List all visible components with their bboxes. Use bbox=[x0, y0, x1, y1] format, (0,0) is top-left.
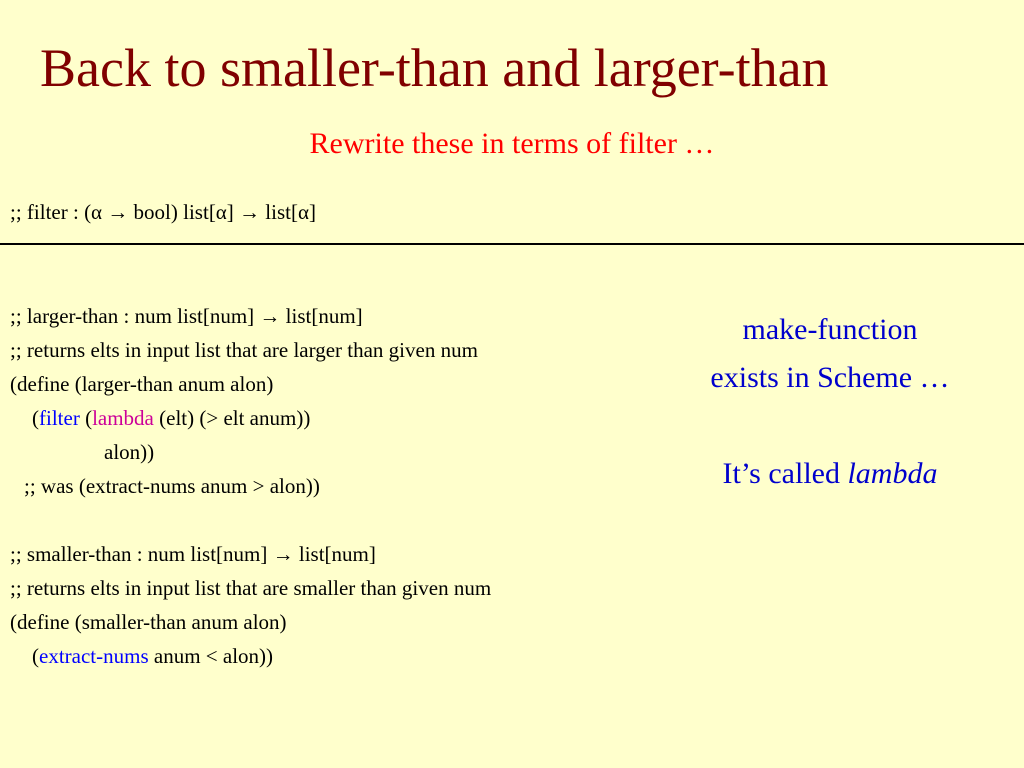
extract-nums-keyword: extract-nums bbox=[39, 644, 149, 668]
extract-rest: anum < alon)) bbox=[148, 644, 274, 668]
slide-title: Back to smaller-than and larger-than bbox=[40, 38, 829, 98]
larger-than-body-line2: alon)) bbox=[104, 440, 155, 464]
sidenote-prefix: It’s called bbox=[722, 457, 848, 490]
larger-than-signature: ;; larger-than : num list[num] → list[num] bbox=[10, 304, 363, 328]
paren: ( bbox=[79, 406, 93, 430]
paren: ( bbox=[32, 644, 39, 668]
larger-than-body-line bbox=[32, 406, 310, 430]
smaller-than-body-line bbox=[32, 644, 273, 668]
smaller-than-purpose: ;; returns elts in input list that are smaller than given num bbox=[10, 576, 492, 600]
sidenote-line3 bbox=[660, 456, 1000, 492]
filter-signature: ;; filter : (α → bool) list[α] → list[α] bbox=[10, 200, 316, 224]
lambda-rest: (elt) (> elt anum)) bbox=[153, 406, 311, 430]
larger-than-define: (define (larger-than anum alon) bbox=[10, 372, 274, 396]
smaller-than-define: (define (smaller-than anum alon) bbox=[10, 610, 287, 634]
divider bbox=[0, 243, 1024, 245]
lambda-keyword: lambda bbox=[92, 406, 154, 430]
paren: ( bbox=[32, 406, 39, 430]
larger-than-purpose: ;; returns elts in input list that are larger than given num bbox=[10, 338, 478, 362]
filter-keyword: filter bbox=[39, 406, 80, 430]
larger-than-was-comment: ;; was (extract-nums anum > alon)) bbox=[24, 474, 320, 498]
slide-subtitle: Rewrite these in terms of filter … bbox=[309, 127, 715, 160]
sidenote-line1: make-function bbox=[742, 313, 918, 346]
sidenote-line2: exists in Scheme … bbox=[710, 361, 950, 394]
sidenote-lambda: lambda bbox=[847, 457, 938, 490]
smaller-than-signature: ;; smaller-than : num list[num] → list[num] bbox=[10, 542, 376, 566]
